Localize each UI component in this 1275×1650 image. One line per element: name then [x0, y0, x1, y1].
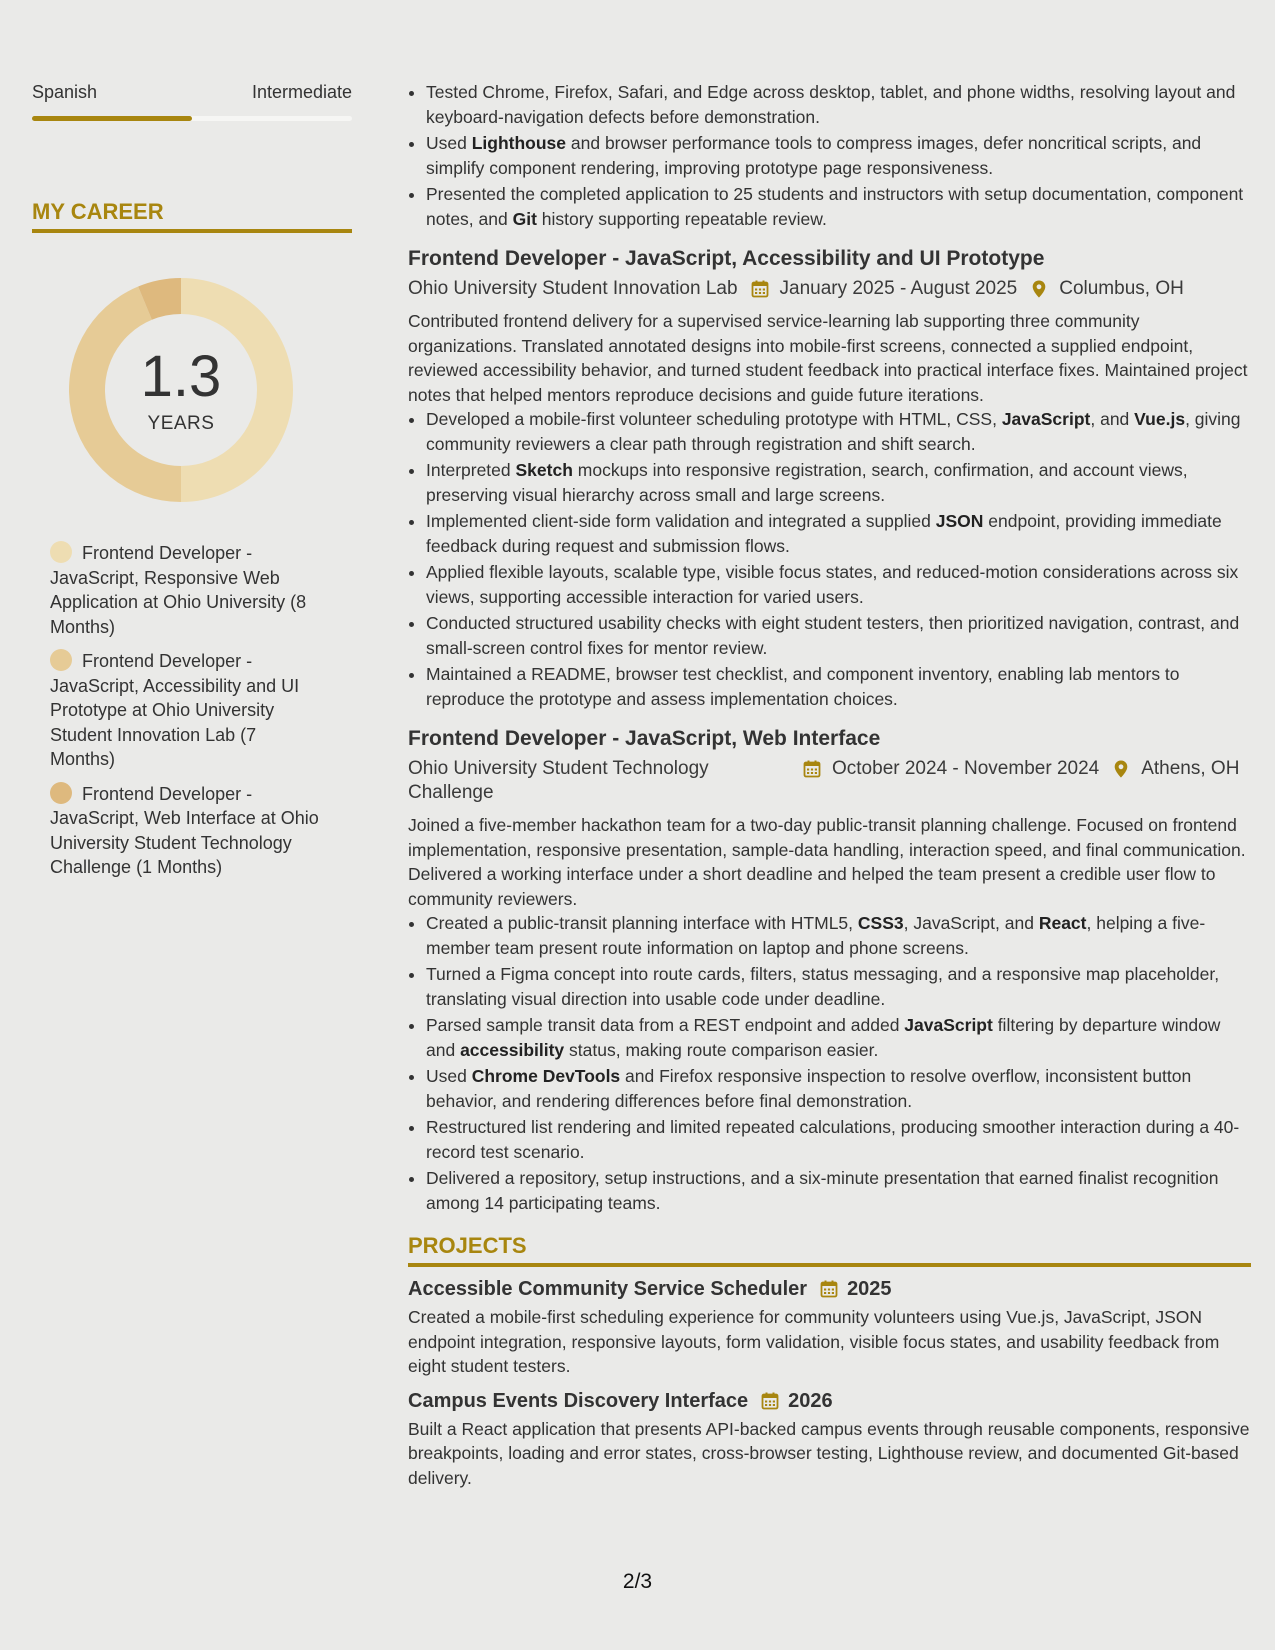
- calendar-icon: [760, 1391, 780, 1411]
- legend-label: Frontend Developer - JavaScript, Responsive Web Application at Ohio University (8 Months): [50, 543, 307, 637]
- previous-job-bullets: [408, 80, 1251, 231]
- bullet-item: • Applied flexible layouts, scalable type, visible focus states, and reduced-motion considerations across six views, supporting accessible interaction for varied users.: [426, 560, 1251, 609]
- bullet-item: • Tested Chrome, Firefox, Safari, and Edge across desktop, tablet, and phone widths, resolving layout and keyboard-navigation defects before demonstration.: [426, 80, 1251, 129]
- career-heading: MY CAREER: [32, 199, 164, 224]
- project-year: [760, 1387, 833, 1415]
- legend-label: Frontend Developer - JavaScript, Accessibility and UI Prototype at Ohio University Student Innovation Lab (7 Months): [50, 651, 300, 769]
- job-dates-text: October 2024 - November 2024: [832, 758, 1100, 779]
- project-year-text: 2026: [788, 1389, 833, 1412]
- project-title: Accessible Community Service Scheduler: [408, 1278, 808, 1300]
- legend-swatch: [50, 649, 72, 671]
- project-year: [819, 1275, 892, 1303]
- project-year-text: 2025: [847, 1278, 892, 1300]
- bullet-item: • Used Lighthouse and browser performance tools to compress images, defer noncritical scripts, and simplify component rendering, improving prototype page responsiveness.: [426, 131, 1251, 180]
- location-pin-icon: [1029, 279, 1049, 299]
- career-legend-item: [50, 782, 320, 880]
- job-dates: [802, 757, 1099, 781]
- job-location-text: Athens, OH: [1141, 758, 1240, 779]
- language-level: Intermediate: [251, 82, 352, 102]
- career-heading-rule: [32, 229, 352, 233]
- job-organization: Ohio University Student Technology Challenge: [408, 758, 709, 803]
- bullet-item: • Implemented client-side form validation and integrated a supplied JSON endpoint, providing immediate feedback during request and submission flows.: [426, 509, 1251, 558]
- project-entry: [408, 1275, 1251, 1379]
- bullet-item: • Used Chrome DevTools and Firefox responsive inspection to resolve overflow, inconsistent button behavior, and rendering differences before final demonstration.: [426, 1064, 1251, 1113]
- language-name: Spanish: [32, 82, 98, 102]
- job-title: Frontend Developer - JavaScript, Accessibility and UI Prototype: [408, 247, 1045, 270]
- bullet-item: • Presented the completed application to 25 students and instructors with setup documentation, component notes, and Git history supporting repeatable review.: [426, 182, 1251, 231]
- experience-entry: [408, 245, 1251, 711]
- calendar-icon: [750, 279, 770, 299]
- bullet-item: • Conducted structured usability checks with eight student testers, then prioritized navigation, contrast, and small-screen control fixes for mentor review.: [426, 611, 1251, 660]
- job-meta: [408, 757, 1251, 805]
- project-title: Campus Events Discovery Interface: [408, 1389, 749, 1412]
- project-title-row: [408, 1387, 1251, 1415]
- page-number: 2/3: [622, 1570, 653, 1593]
- bullet-item: • Created a public-transit planning interface with HTML5, CSS3, JavaScript, and React, helping a five-member team present route information on laptop and phone screens.: [426, 911, 1251, 960]
- bullet-item: • Turned a Figma concept into route cards, filters, status messaging, and a responsive map placeholder, translating visual direction into usable code under deadline.: [426, 962, 1251, 1011]
- job-location-text: Columbus, OH: [1059, 278, 1184, 299]
- career-legend-item: [50, 649, 320, 772]
- left-column: [32, 80, 352, 890]
- job-title: Frontend Developer - JavaScript, Web Interface: [408, 727, 881, 750]
- bullet-item: • Delivered a repository, setup instructions, and a six-minute presentation that earned finalist recognition among 14 participating teams.: [426, 1166, 1251, 1215]
- project-description: Built a React application that presents API-backed campus events through reusable components, responsive breakpoints, loading and error states, cross-browser testing, Lighthouse review, and documented Git-based delivery.: [408, 1418, 1250, 1488]
- career-legend: [32, 541, 352, 880]
- legend-swatch: [50, 782, 72, 804]
- job-bullets: [408, 407, 1251, 711]
- bullet-item: • Developed a mobile-first volunteer scheduling prototype with HTML, CSS, JavaScript, and Vue.js, giving community reviewers a clear path through registration and shift search.: [426, 407, 1251, 456]
- project-description: Created a mobile-first scheduling experience for community volunteers using Vue.js, JavaScript, JSON endpoint integration, responsive layouts, form validation, visible focus states, and usability feedback from eight student testers.: [408, 1307, 1220, 1376]
- job-location: [1029, 277, 1184, 301]
- language-proficiency-track: [32, 116, 352, 121]
- job-meta: [408, 277, 1251, 301]
- location-pin-icon: [1111, 759, 1131, 779]
- bullet-item: • Interpreted Sketch mockups into responsive registration, search, confirmation, and account views, preserving visual hierarchy across small and large screens.: [426, 458, 1251, 507]
- job-dates: [750, 277, 1018, 301]
- projects-heading: PROJECTS: [408, 1233, 527, 1258]
- career-donut-chart: [66, 275, 296, 505]
- career-total-unit: YEARS: [147, 413, 215, 434]
- calendar-icon: [819, 1279, 839, 1299]
- project-entry: [408, 1387, 1251, 1491]
- bullet-item: • Restructured list rendering and limited repeated calculations, producing smoother interaction during a 40-record test scenario.: [426, 1115, 1251, 1164]
- legend-label: Frontend Developer - JavaScript, Web Interface at Ohio University Student Technology Challenge (1 Months): [50, 783, 319, 877]
- experience-list: [408, 245, 1251, 1215]
- calendar-icon: [802, 759, 822, 779]
- bullet-item: • Maintained a README, browser test checklist, and component inventory, enabling lab mentors to reproduce the prototype and assess implementation choices.: [426, 662, 1251, 711]
- project-title-row: [408, 1275, 1251, 1303]
- bullet-item: • Parsed sample transit data from a REST endpoint and added JavaScript filtering by departure window and accessibility status, making route comparison easier.: [426, 1013, 1251, 1062]
- legend-swatch: [50, 541, 72, 563]
- job-summary: Joined a five-member hackathon team for a two-day public-transit planning challenge. Focused on frontend implementation, responsive presentation, sample-data handling, interaction speed, and final communication. Delivered a working interface under a short deadline and helped the team present a credible user flow to community reviewers.: [408, 815, 1246, 909]
- experience-entry: [408, 725, 1251, 1215]
- job-dates-text: January 2025 - August 2025: [779, 278, 1018, 299]
- job-location: [1111, 757, 1239, 781]
- projects-heading-rule: [408, 1263, 1251, 1267]
- job-bullets: [408, 911, 1251, 1215]
- career-legend-item: [50, 541, 320, 639]
- career-total-value: 1.3: [140, 344, 222, 409]
- language-row: [32, 80, 352, 104]
- job-organization: Ohio University Student Innovation Lab: [408, 278, 738, 299]
- projects-list: [408, 1275, 1251, 1490]
- language-proficiency-fill: [32, 116, 192, 121]
- right-column: [408, 80, 1251, 1490]
- job-summary: Contributed frontend delivery for a supervised service-learning lab supporting three community organizations. Translated annotated designs into mobile-first screens, connected a supplied endpoint, reviewed accessibility behavior, and turned student feedback into practical interface fixes. Maintained project notes that helped mentors reproduce decisions and guide future iterations.: [408, 311, 1248, 405]
